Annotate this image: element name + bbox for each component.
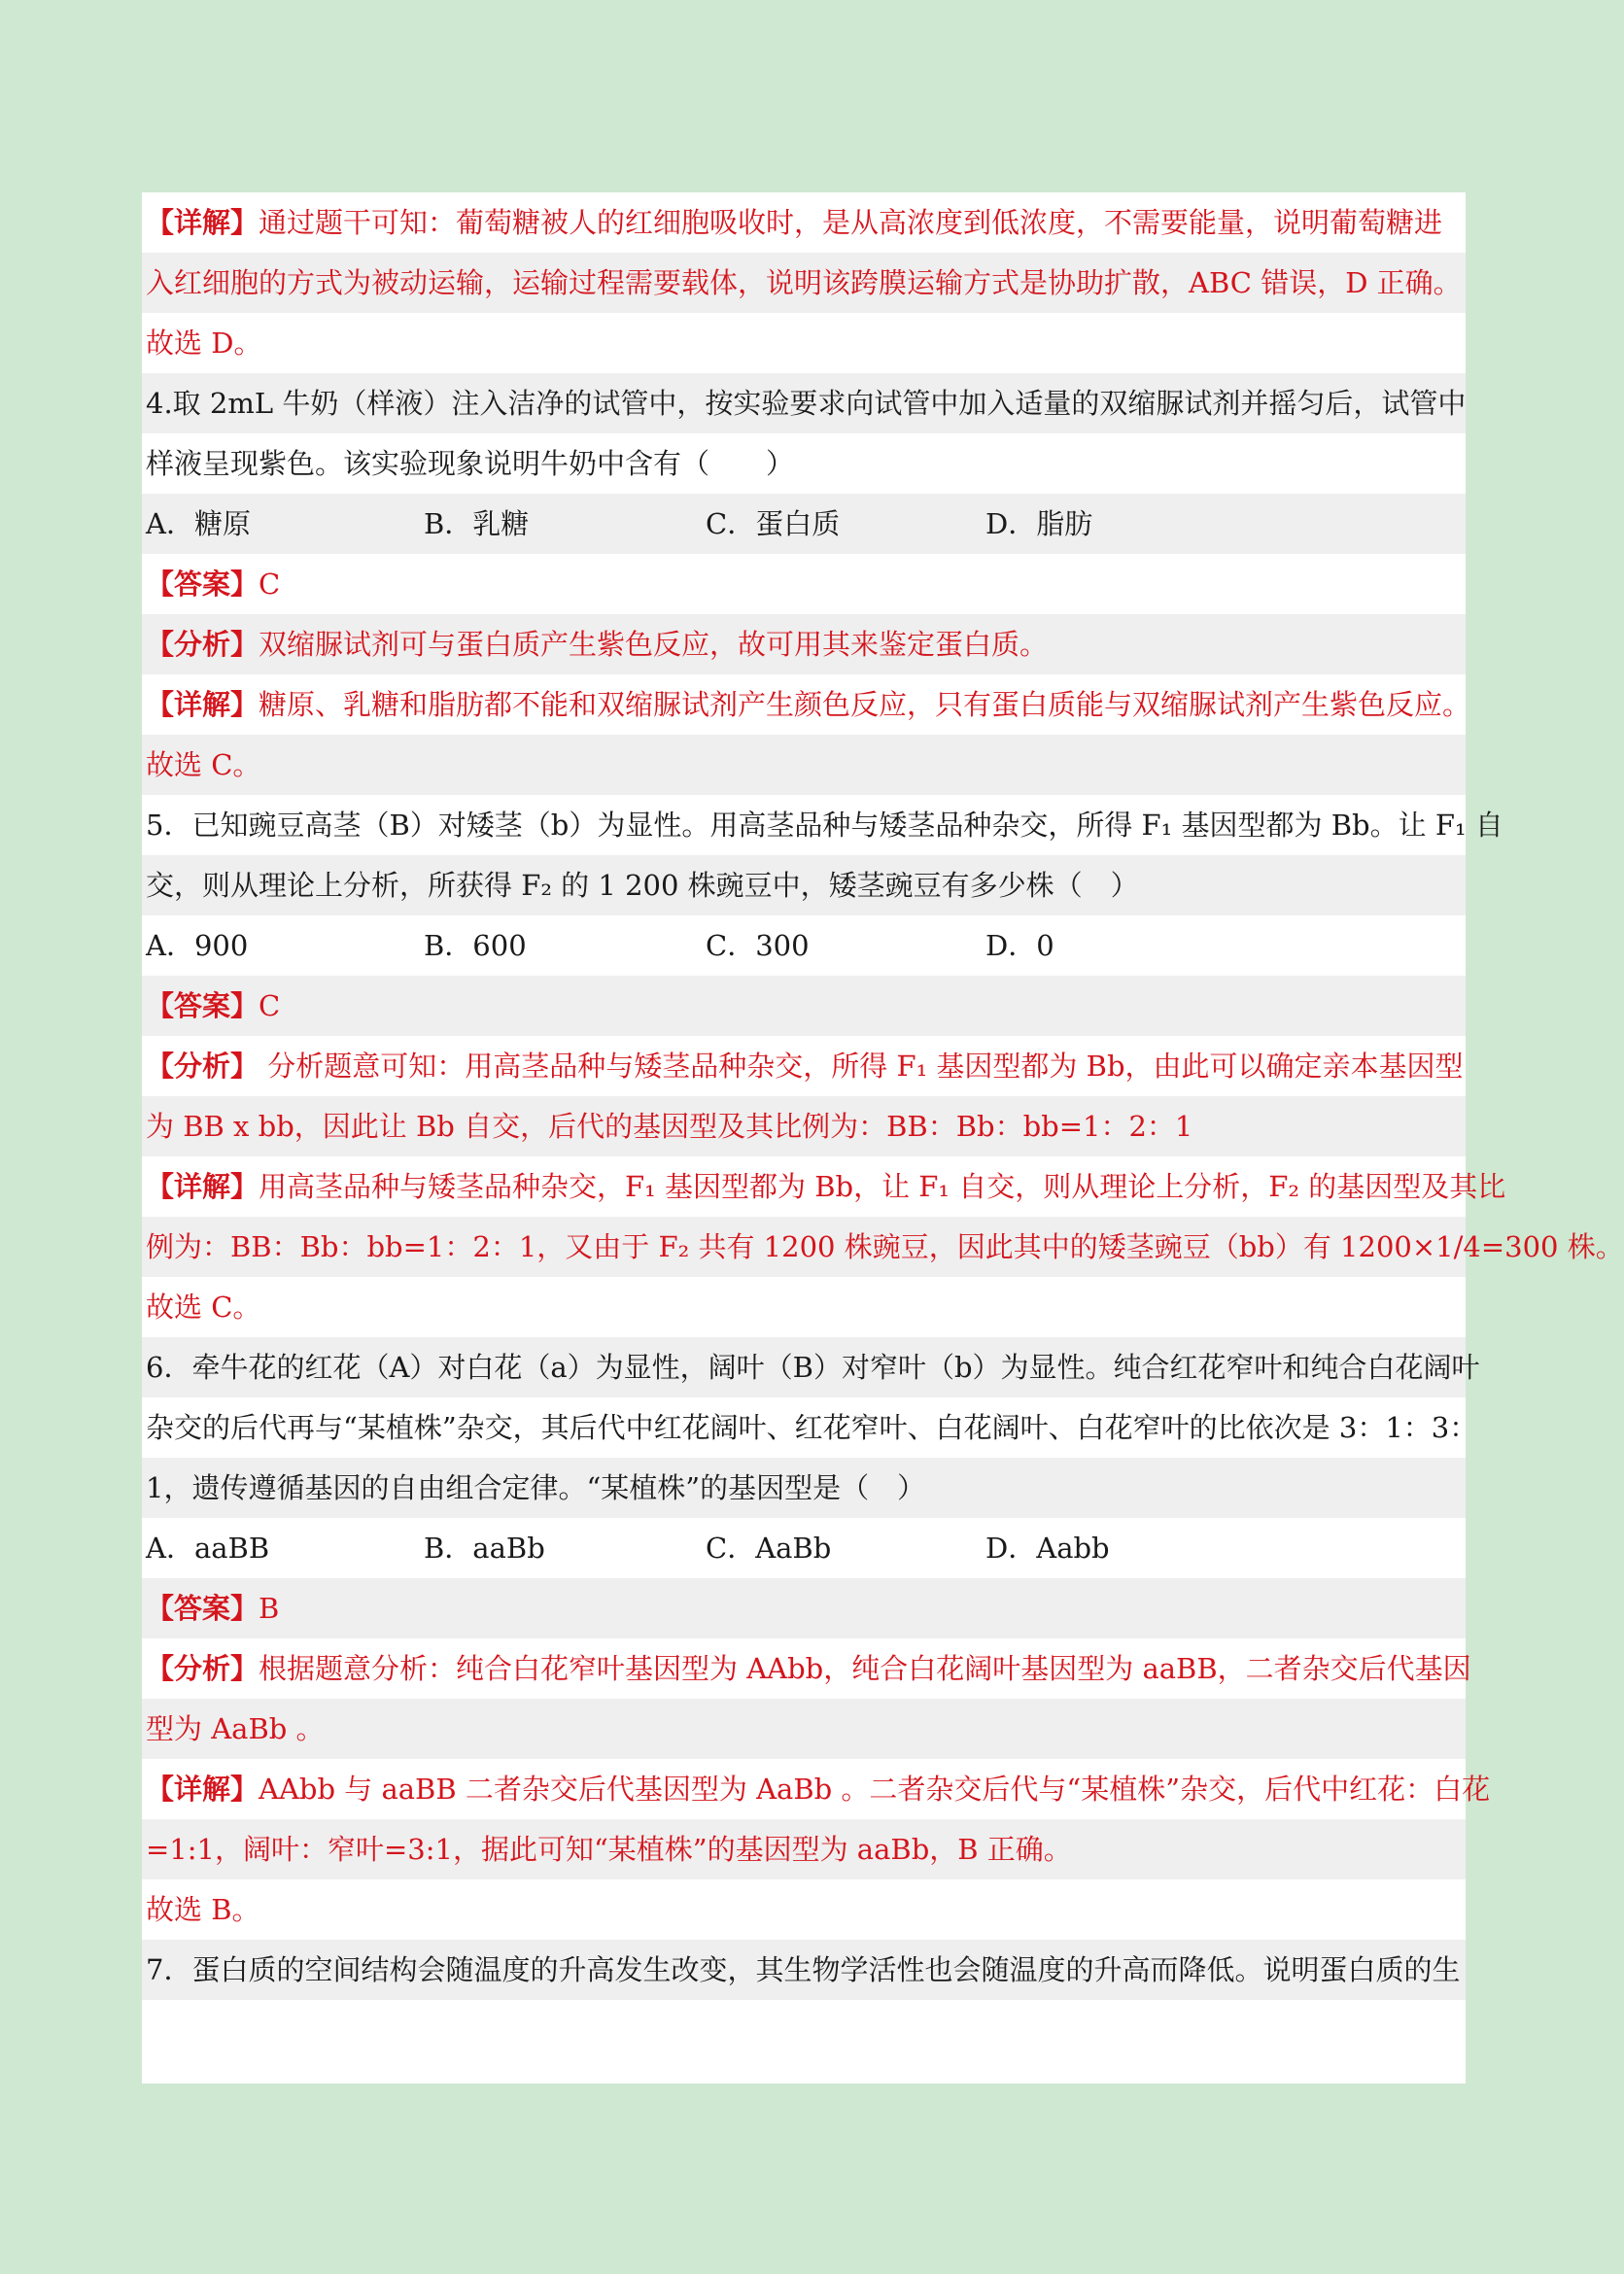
q5-answer: 【答案】C: [142, 976, 1466, 1036]
q6-options: [142, 1518, 1466, 1578]
analysis-tag: 【分析】: [146, 628, 259, 661]
q5-detail-line-1: 【详解】用高茎品种与矮茎品种杂交，F₁ 基因型都为 Bb，让 F₁ 自交，则从理论上分析，F₂ 的基因型及其比: [146, 1170, 1506, 1203]
q4-conclusion: 故选 C。: [142, 735, 1466, 795]
q5-detail-line-2: 例为：BB：Bb：bb=1：2：1，又由于 F₂ 共有 1200 株豌豆，因此其中的矮茎豌豆（bb）有 1200×1/4=300 株。: [142, 1217, 1466, 1277]
q5-option-b: B．600: [424, 929, 527, 962]
analysis-tag: 【分析】: [146, 1652, 259, 1685]
q6-detail-line-1: 【详解】AAbb 与 aaBB 二者杂交后代基因型为 AaBb 。二者杂交后代与“某植株”杂交，后代中红花：白花: [146, 1773, 1491, 1806]
detail-tag: 【详解】: [146, 1170, 259, 1203]
analysis-tag: 【分析】: [146, 1050, 259, 1083]
q3-conclusion: 故选 D。: [146, 327, 262, 360]
q4-option-b: B．乳糖: [424, 507, 530, 540]
detail-tag: 【详解】: [146, 206, 259, 239]
q4-stem-line-1: 4.取 2mL 牛奶（样液）注入洁净的试管中，按实验要求向试管中加入适量的双缩脲试剂并摇匀后，试管中: [142, 373, 1466, 433]
q4-stem-line-2: 样液呈现紫色。该实验现象说明牛奶中含有（ ）: [146, 447, 795, 480]
q6-stem-line-2: 杂交的后代再与“某植株”杂交，其后代中红花阔叶、红花窄叶、白花阔叶、白花窄叶的比依次是 3：1：3：: [146, 1411, 1478, 1444]
detail-tag: 【详解】: [146, 1773, 259, 1806]
q5-options: [142, 915, 1466, 976]
q4-option-a: A．糖原: [146, 507, 251, 540]
answer-tag: 【答案】: [146, 989, 259, 1022]
q3-detail-line-2: [142, 253, 1466, 313]
q6-stem-line-1: 6．牵牛花的红花（A）对白花（a）为显性，阔叶（B）对窄叶（b）为显性。纯合红花窄叶和纯合白花阔叶: [142, 1337, 1466, 1397]
q4-options: [142, 494, 1466, 554]
q4-option-c: C．蛋白质: [706, 507, 841, 540]
q7-stem-line-1: 7．蛋白质的空间结构会随温度的升高发生改变，其生物学活性也会随温度的升高而降低。说明蛋白质的生: [142, 1940, 1466, 2000]
q6-detail-line-2: =1:1，阔叶：窄叶=3:1，据此可知“某植株”的基因型为 aaBb，B 正确。: [142, 1819, 1466, 1879]
q6-option-d: D．Aabb: [985, 1532, 1110, 1565]
q6-analysis-line-1: 【分析】根据题意分析：纯合白花窄叶基因型为 AAbb，纯合白花阔叶基因型为 aaBB，二者杂交后代基因: [146, 1652, 1471, 1685]
q5-conclusion: 故选 C。: [146, 1291, 261, 1324]
q6-analysis-line-2: 型为 AaBb 。: [142, 1699, 1466, 1759]
q3-detail-text-2: 入红细胞的方式为被动运输，运输过程需要载体，说明该跨膜运输方式是协助扩散，ABC 错误，D 正确。: [146, 266, 1462, 299]
q3-detail-line-1: [142, 192, 1466, 253]
q5-option-a: A．900: [146, 929, 249, 962]
q4-answer: 【答案】C: [146, 568, 281, 601]
detail-tag: 【详解】: [146, 688, 259, 721]
q6-conclusion: 故选 B。: [146, 1893, 260, 1926]
q6-answer: 【答案】B: [142, 1578, 1466, 1638]
q4-option-d: D．脂肪: [985, 507, 1093, 540]
answer-tag: 【答案】: [146, 1592, 259, 1625]
document-page: [142, 192, 1624, 2084]
q5-option-d: D．0: [985, 929, 1054, 962]
answer-tag: 【答案】: [146, 568, 259, 601]
q6-option-a: A．aaBB: [146, 1532, 270, 1565]
q5-option-c: C．300: [706, 929, 810, 962]
q4-detail-line-1: 【详解】糖原、乳糖和脂肪都不能和双缩脲试剂产生颜色反应，只有蛋白质能与双缩脲试剂产生紫色反应。: [146, 688, 1471, 721]
q5-analysis-line-2: 为 BB x bb，因此让 Bb 自交，后代的基因型及其比例为：BB：Bb：bb=1：2：1: [142, 1096, 1466, 1156]
q6-option-c: C．AaBb: [706, 1532, 832, 1565]
q5-stem-line-2: 交，则从理论上分析，所获得 F₂ 的 1 200 株豌豆中，矮茎豌豆有多少株（ ）: [142, 855, 1466, 915]
q6-option-b: B．aaBb: [424, 1532, 545, 1565]
q5-analysis-line-1: 【分析】 分析题意可知：用高茎品种与矮茎品种杂交，所得 F₁ 基因型都为 Bb，由此可以确定亲本基因型: [146, 1050, 1464, 1083]
q3-detail-text-1: 通过题干可知：葡萄糖被人的红细胞吸收时，是从高浓度到低浓度，不需要能量，说明葡萄糖进: [259, 206, 1443, 239]
q6-stem-line-3: 1，遗传遵循基因的自由组合定律。“某植株”的基因型是（ ）: [142, 1458, 1466, 1518]
q4-analysis: 【分析】双缩脲试剂可与蛋白质产生紫色反应，故可用其来鉴定蛋白质。: [142, 614, 1466, 674]
q5-stem-line-1: 5．已知豌豆高茎（B）对矮茎（b）为显性。用高茎品种与矮茎品种杂交，所得 F₁ 基因型都为 Bb。让 F₁ 自: [146, 809, 1503, 842]
